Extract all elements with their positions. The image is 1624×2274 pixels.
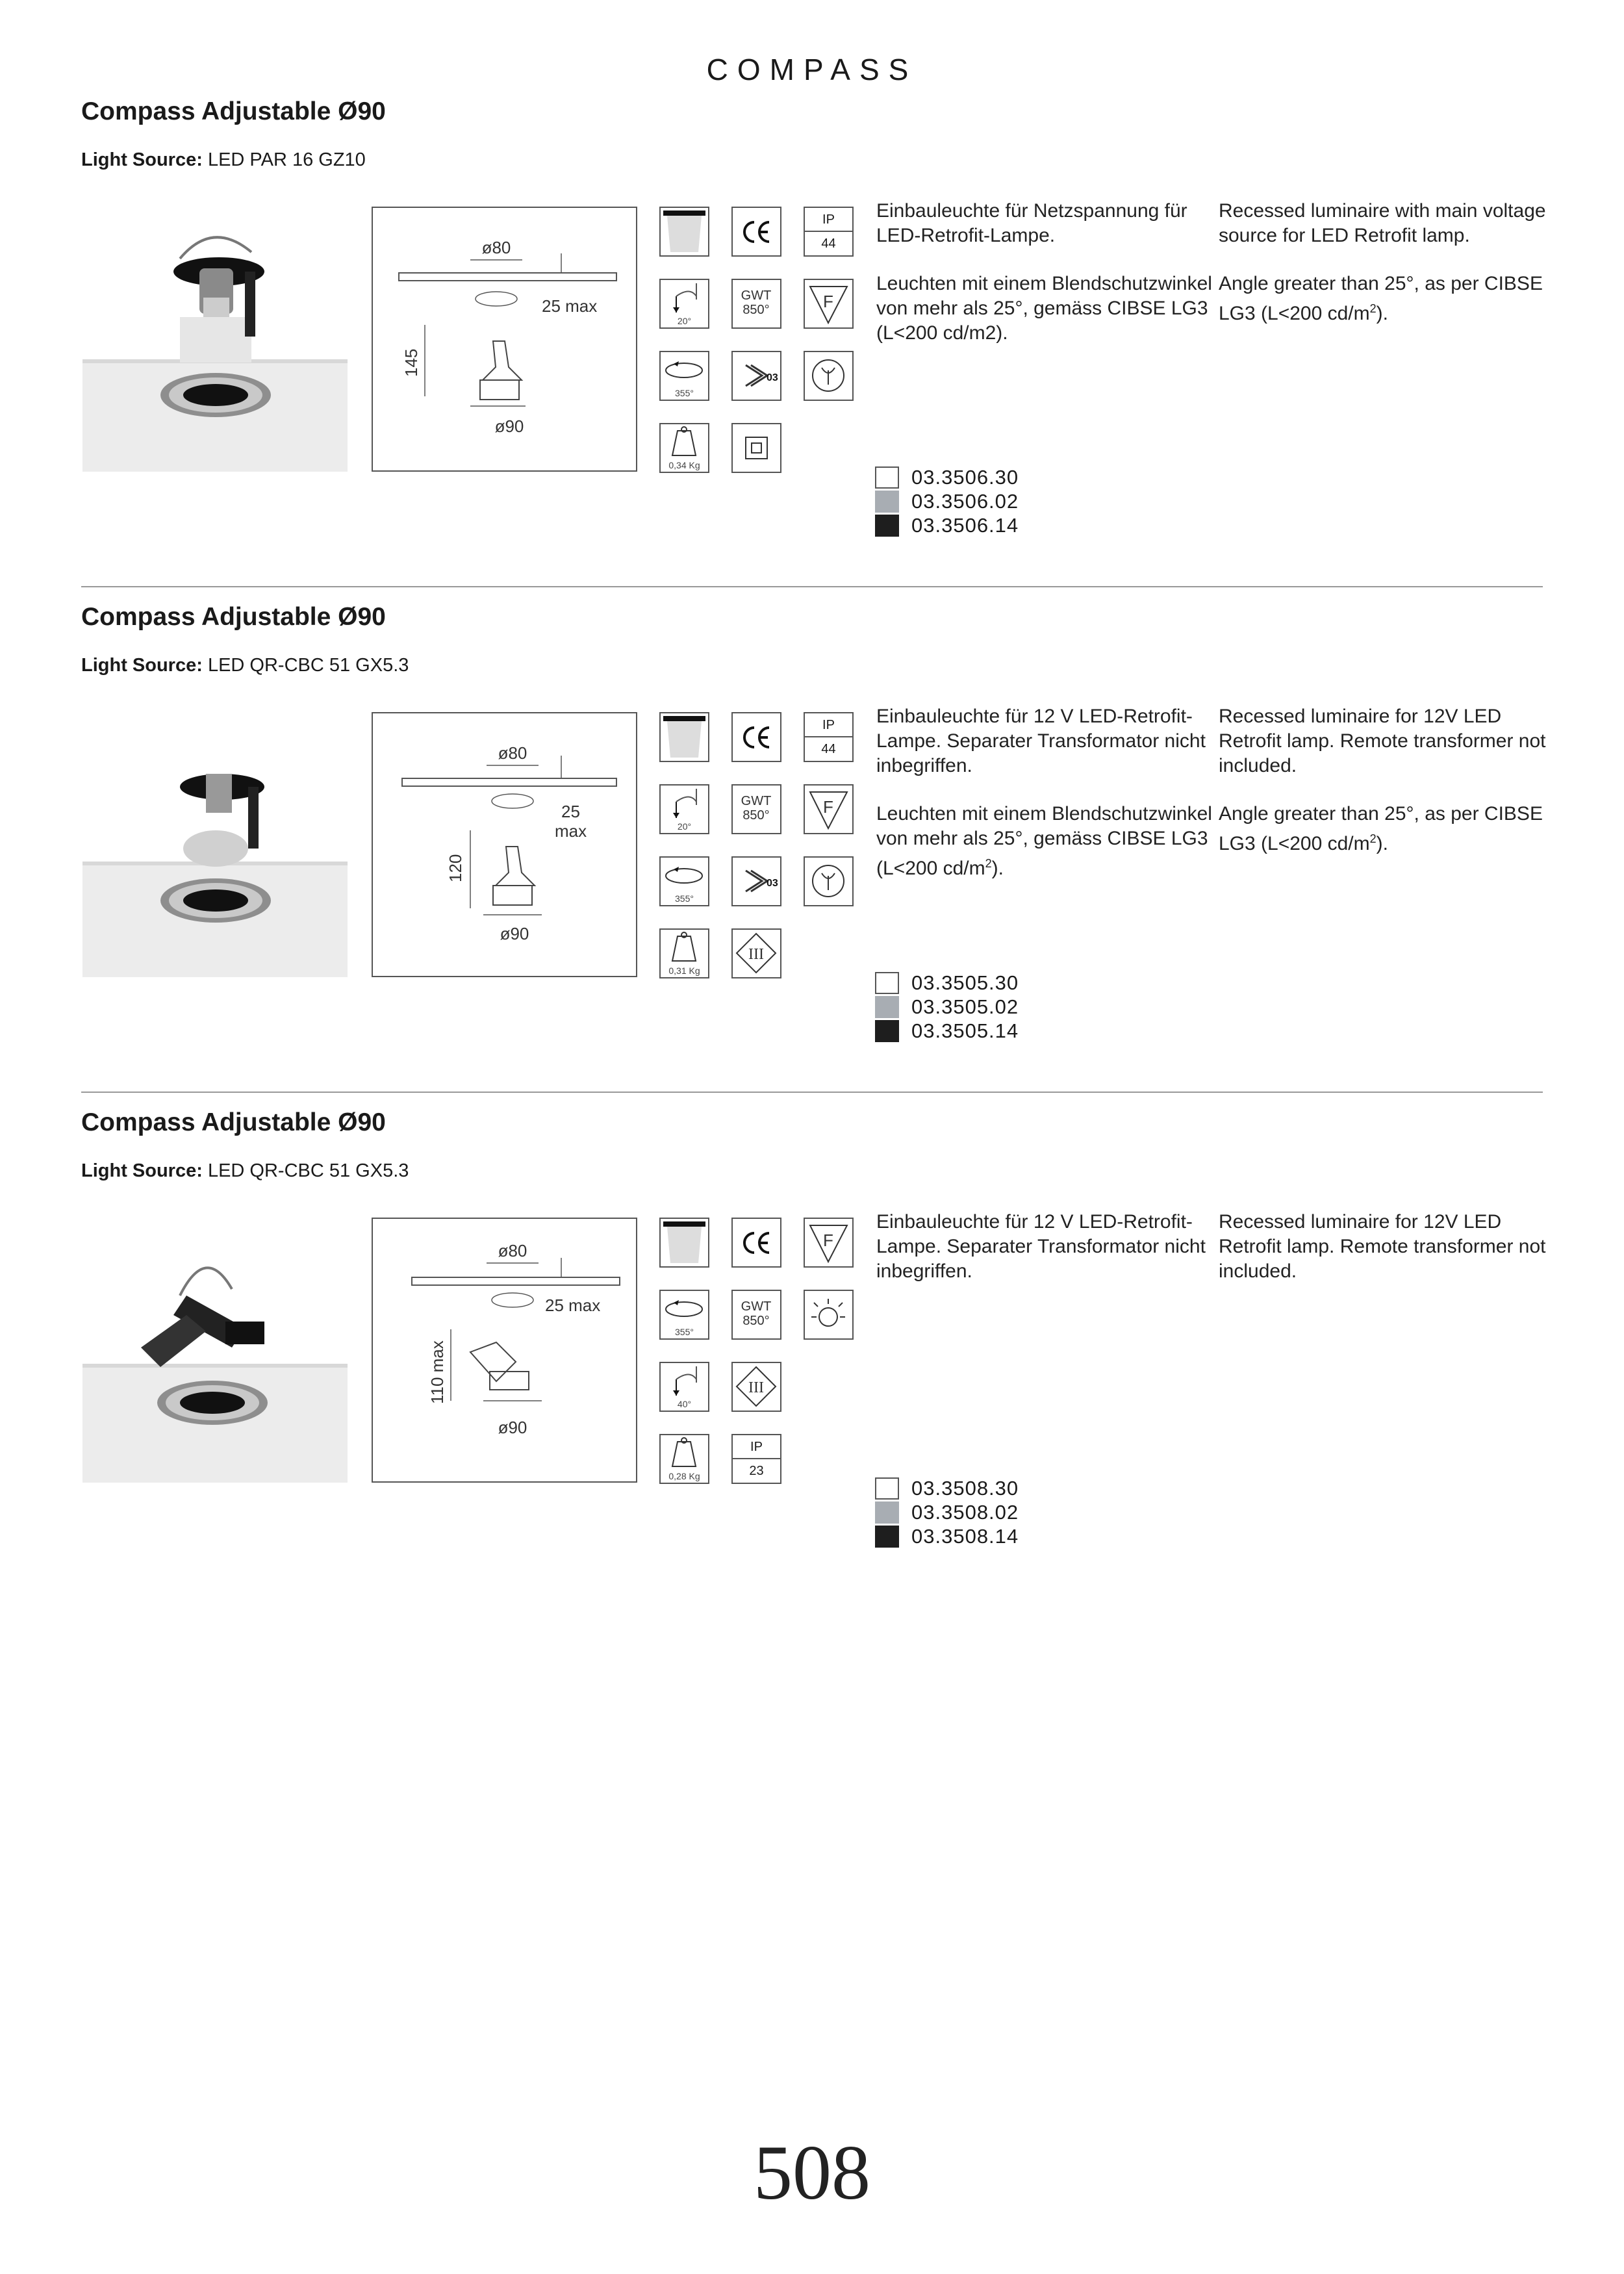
rotation-icon: 355° <box>659 351 709 401</box>
svg-text:120: 120 <box>446 854 465 882</box>
description-en-2: Angle greater than 25°, as per CIBSE LG3 (L<200 $cd/m^2$). <box>1219 273 1543 324</box>
svg-text:145: 145 <box>401 348 421 377</box>
svg-text:850°: 850° <box>742 303 770 317</box>
f-mark-icon <box>804 784 854 834</box>
svg-text:110 max: 110 max <box>427 1340 447 1404</box>
ip-rating-icon: IP 23 <box>731 1434 781 1484</box>
color-swatch <box>875 972 899 994</box>
double-insulation-icon <box>731 423 781 473</box>
ip-rating-icon: IP 44 <box>804 207 854 257</box>
ce-mark-icon <box>731 207 781 257</box>
section-divider <box>81 586 1543 587</box>
weight-icon: 0,31 Kg <box>659 928 709 978</box>
svg-text:F: F <box>823 1231 833 1250</box>
svg-text:25 max: 25 max <box>542 296 598 316</box>
weight-icon: 0,28 Kg <box>659 1434 709 1484</box>
color-swatch <box>875 1501 899 1524</box>
ce-mark-icon <box>731 1218 781 1268</box>
tilt-angle-icon: 40° <box>659 1362 709 1412</box>
color-swatch <box>875 466 899 489</box>
gwt-icon <box>731 784 781 834</box>
svg-text:03: 03 <box>767 372 778 383</box>
product-photo <box>82 1218 348 1483</box>
tilt-angle-icon: 20° <box>659 279 709 329</box>
product-section-1 <box>81 97 1546 565</box>
color-swatch <box>875 1526 899 1548</box>
beam-shield-icon <box>659 1218 709 1268</box>
svg-text:max: max <box>555 821 587 841</box>
svg-text:F: F <box>823 292 833 311</box>
description-de-1: Einbauleuchte für Netzspannung für LED-Retrofit-Lampe. <box>876 200 1187 246</box>
article-code-row: 03.3506.30 <box>875 465 1019 489</box>
article-codes <box>875 465 1019 537</box>
article-code-row: 03.3508.30 <box>875 1476 1019 1500</box>
weight-icon: 0,34 Kg <box>659 423 709 473</box>
color-swatch <box>875 1477 899 1500</box>
svg-text:GWT: GWT <box>741 1299 772 1314</box>
article-code-row: 03.3506.14 <box>875 513 1019 537</box>
article-code-row: 03.3506.02 <box>875 489 1019 513</box>
ce-mark-icon <box>731 712 781 762</box>
svg-text:F: F <box>823 797 833 817</box>
svg-text:850°: 850° <box>742 808 770 823</box>
light-source: Light Source: LED QR-CBC 51 GX5.3 <box>81 1160 409 1181</box>
svg-text:ø90: ø90 <box>494 416 524 436</box>
technical-drawing <box>372 207 637 472</box>
svg-text:ø90: ø90 <box>500 924 529 943</box>
ip-rating-icon: IP 44 <box>804 712 854 762</box>
article-code-row: 03.3505.14 <box>875 1019 1019 1043</box>
safety-class-three-icon <box>731 928 781 978</box>
product-title: Compass Adjustable Ø90 <box>81 603 386 631</box>
svg-text:25: 25 <box>561 802 580 821</box>
product-section-2 <box>81 603 1546 1071</box>
brand-title: COMPASS <box>706 53 918 86</box>
f-mark-icon <box>804 1218 854 1268</box>
svg-text:ø90: ø90 <box>498 1418 527 1437</box>
rotation-icon: 355° <box>659 1290 709 1340</box>
color-swatch <box>875 491 899 513</box>
svg-text:25 max: 25 max <box>545 1296 601 1315</box>
color-swatch <box>875 1020 899 1042</box>
product-title: Compass Adjustable Ø90 <box>81 97 386 125</box>
svg-text:GWT: GWT <box>741 794 772 808</box>
technical-drawing <box>372 712 637 977</box>
svg-text:ø80: ø80 <box>481 238 511 257</box>
description-de-1: Einbauleuchte für 12 V LED-Retrofit-Lampe. Separater Transformator nicht inbegriffen. <box>876 706 1206 776</box>
product-title: Compass Adjustable Ø90 <box>81 1108 386 1136</box>
description-en-2: Angle greater than 25°, as per CIBSE LG3 (L<200 $cd/m^2$). <box>1219 803 1543 854</box>
rotation-icon: 355° <box>659 856 709 906</box>
article-codes <box>875 1476 1019 1548</box>
svg-text:03: 03 <box>767 878 778 889</box>
color-swatch <box>875 996 899 1018</box>
flammability-icon <box>804 351 854 401</box>
product-photo <box>82 712 348 977</box>
article-code-row: 03.3505.30 <box>875 971 1019 995</box>
description-de-2: Leuchten mit einem Blendschutzwinkel von mehr als 25°, gemäss CIBSE LG3 (L<200 cd/m2). <box>876 273 1212 344</box>
description-en-1: Recessed luminaire with main voltage source for LED Retrofit lamp. <box>1219 200 1546 246</box>
article-code-row: 03.3508.02 <box>875 1500 1019 1524</box>
product-section-3 <box>81 1108 1546 1576</box>
svg-text:GWT: GWT <box>741 288 772 303</box>
class-rating-icon <box>731 351 781 401</box>
svg-text:III: III <box>748 1379 764 1396</box>
article-code-row: 03.3505.02 <box>875 995 1019 1019</box>
section-divider <box>81 1092 1543 1093</box>
lamp-safety-icon <box>804 1290 854 1340</box>
svg-text:III: III <box>748 946 764 963</box>
flammability-icon <box>804 856 854 906</box>
product-photo <box>82 207 348 472</box>
technical-drawing <box>372 1218 637 1483</box>
beam-shield-icon <box>659 207 709 257</box>
gwt-icon <box>731 1290 781 1340</box>
svg-text:ø80: ø80 <box>498 743 527 763</box>
color-swatch <box>875 515 899 537</box>
class-rating-icon <box>731 856 781 906</box>
f-mark-icon <box>804 279 854 329</box>
beam-shield-icon <box>659 712 709 762</box>
description-de-2: Leuchten mit einem Blendschutzwinkel von mehr als 25°, gemäss CIBSE LG3 (L<200 $cd/m^2$). <box>876 803 1212 879</box>
safety-class-three-icon <box>731 1362 781 1412</box>
description-en-1: Recessed luminaire for 12V LED Retrofit lamp. Remote transformer not included. <box>1219 1211 1546 1282</box>
description-en-1: Recessed luminaire for 12V LED Retrofit lamp. Remote transformer not included. <box>1219 706 1546 776</box>
article-code-row: 03.3508.14 <box>875 1524 1019 1548</box>
light-source: Light Source: LED PAR 16 GZ10 <box>81 149 366 170</box>
tilt-angle-icon: 20° <box>659 784 709 834</box>
svg-text:850°: 850° <box>742 1314 770 1328</box>
svg-text:ø80: ø80 <box>498 1241 527 1260</box>
description-de-1: Einbauleuchte für 12 V LED-Retrofit-Lampe. Separater Transformator nicht inbegriffen. <box>876 1211 1206 1282</box>
article-codes <box>875 971 1019 1043</box>
gwt-icon <box>731 279 781 329</box>
page-number: 508 <box>754 2129 870 2216</box>
light-source: Light Source: LED QR-CBC 51 GX5.3 <box>81 655 409 676</box>
